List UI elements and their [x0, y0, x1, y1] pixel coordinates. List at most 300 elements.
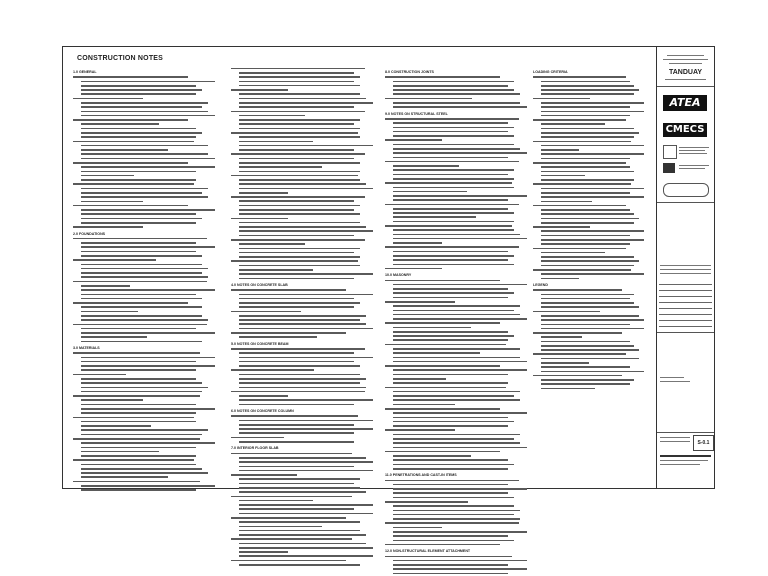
note-line	[231, 123, 381, 126]
note-line	[231, 140, 381, 143]
note-line	[533, 273, 651, 276]
note-line	[231, 106, 381, 109]
note-line	[533, 243, 651, 246]
note-line	[385, 377, 535, 380]
note-line	[231, 260, 381, 263]
note-line	[533, 140, 651, 143]
note-line	[533, 378, 651, 381]
note-line	[231, 131, 381, 134]
note-line	[533, 178, 651, 181]
note-line	[533, 110, 651, 113]
note-line	[73, 416, 223, 419]
note-line	[73, 93, 223, 96]
note-line	[231, 377, 381, 380]
note-line	[231, 364, 381, 367]
note-line	[385, 339, 535, 342]
note-line	[231, 277, 381, 280]
note-line	[533, 127, 651, 130]
note-line	[385, 164, 535, 167]
note-line	[385, 446, 535, 449]
note-line	[231, 423, 381, 426]
note-line	[385, 216, 535, 219]
note-line	[73, 208, 223, 211]
section-heading: 1.0 GENERAL	[73, 70, 97, 74]
note-line	[533, 157, 651, 160]
note-line	[533, 387, 651, 390]
note-line	[73, 412, 223, 415]
note-line	[73, 340, 223, 343]
note-line	[73, 301, 223, 304]
note-line	[73, 246, 223, 249]
note-line	[231, 93, 381, 96]
note-line	[385, 467, 535, 470]
note-line	[73, 336, 223, 339]
note-line	[533, 370, 651, 373]
note-line	[73, 373, 223, 376]
note-line	[231, 191, 381, 194]
note-line	[231, 369, 381, 372]
note-line	[231, 542, 381, 545]
note-line	[73, 161, 223, 164]
note-line	[385, 450, 535, 453]
note-line	[231, 200, 381, 203]
note-line	[385, 479, 535, 482]
note-line	[231, 559, 381, 562]
note-line	[533, 80, 651, 83]
note-line	[533, 301, 651, 304]
note-line	[533, 221, 651, 224]
note-line	[533, 144, 651, 147]
note-line	[533, 336, 651, 339]
note-line	[231, 76, 381, 79]
note-line	[533, 306, 651, 309]
note-line	[73, 441, 223, 444]
note-line	[385, 420, 535, 423]
note-line	[73, 153, 223, 156]
note-line	[73, 97, 223, 100]
note-line	[385, 181, 535, 184]
note-line	[231, 161, 381, 164]
note-line	[231, 80, 381, 83]
note-line	[533, 357, 651, 360]
note-line	[533, 191, 651, 194]
note-line	[385, 283, 535, 286]
note-line	[385, 190, 535, 193]
note-line	[533, 234, 651, 237]
section-heading: 11.0 PENETRATIONS AND CAST-IN ITEMS	[385, 473, 457, 478]
note-line	[533, 187, 651, 190]
note-line	[231, 525, 381, 528]
note-line	[385, 526, 535, 529]
note-line	[533, 153, 651, 156]
note-line	[385, 313, 535, 316]
note-line	[533, 88, 651, 91]
note-line	[73, 114, 223, 117]
note-line	[73, 200, 223, 203]
note-line	[533, 344, 651, 347]
note-line	[73, 467, 223, 470]
note-line	[231, 187, 381, 190]
note-line	[385, 492, 535, 495]
note-line	[73, 450, 223, 453]
note-line	[385, 117, 535, 120]
note-line	[385, 343, 535, 346]
note-line	[231, 508, 381, 511]
note-line	[231, 469, 381, 472]
note-line	[73, 271, 223, 274]
note-line	[533, 251, 651, 254]
section-heading: 3.0 MATERIALS	[73, 345, 100, 350]
section-heading: 12.0 NON-STRUCTURAL ELEMENT ATTACHMENT	[385, 549, 471, 554]
note-line	[231, 360, 381, 363]
note-line	[231, 491, 381, 494]
note-line	[231, 520, 381, 523]
note-line	[73, 213, 223, 216]
note-line	[73, 241, 223, 244]
note-line	[385, 287, 535, 290]
section-heading: 2.0 FOUNDATIONS	[73, 231, 106, 236]
note-line	[73, 463, 223, 466]
note-line	[231, 550, 381, 553]
section-heading: LEGEND	[533, 282, 548, 287]
note-line	[385, 496, 535, 499]
note-line	[231, 153, 381, 156]
note-line	[385, 237, 535, 240]
note-line	[533, 268, 651, 271]
note-line	[73, 369, 223, 372]
note-line	[385, 572, 535, 575]
note-line	[385, 382, 535, 385]
section-heading: LOADING CRITERIA	[533, 70, 568, 74]
note-line	[231, 255, 381, 258]
note-line	[231, 465, 381, 468]
note-line	[73, 454, 223, 457]
note-line	[385, 347, 535, 350]
note-line	[231, 486, 381, 489]
note-line	[73, 364, 223, 367]
note-line	[533, 131, 651, 134]
note-line	[231, 301, 381, 304]
note-line	[231, 327, 381, 330]
note-line	[73, 136, 223, 139]
note-line	[385, 309, 535, 312]
note-line	[231, 512, 381, 515]
note-line	[385, 292, 535, 295]
note-line	[385, 101, 535, 104]
note-line	[231, 71, 381, 74]
note-line	[231, 390, 381, 393]
note-line	[73, 131, 223, 134]
note-line	[533, 247, 651, 250]
note-line	[231, 399, 381, 402]
note-line	[385, 130, 535, 133]
note-line	[385, 147, 535, 150]
drawing-sheet	[62, 46, 715, 554]
note-line	[73, 318, 223, 321]
note-line	[385, 76, 535, 79]
note-line	[385, 433, 535, 436]
note-line	[231, 473, 381, 476]
note-line	[73, 267, 223, 270]
note-line	[385, 441, 535, 444]
note-line	[385, 459, 535, 462]
sheet-title: CONSTRUCTION NOTES	[77, 55, 164, 62]
note-line	[533, 161, 651, 164]
project-info-cell	[657, 47, 714, 87]
note-line	[73, 80, 223, 83]
note-line	[231, 440, 381, 443]
note-line	[73, 314, 223, 317]
note-line	[73, 166, 223, 169]
note-line	[533, 323, 651, 326]
note-line	[231, 356, 381, 359]
note-line	[385, 356, 535, 359]
note-line	[533, 383, 651, 386]
note-line	[385, 250, 535, 253]
notes-column-1	[73, 67, 223, 493]
note-line	[385, 563, 535, 566]
note-line	[231, 436, 381, 439]
note-line	[231, 264, 381, 267]
section-heading: 7.0 INTERIOR FLOOR SLAB	[231, 446, 279, 451]
firm-seal-icon	[663, 145, 677, 159]
note-line	[533, 374, 651, 377]
cmecs-logo: CMECS	[663, 123, 707, 137]
note-line	[533, 208, 651, 211]
note-line	[385, 394, 535, 397]
note-line	[385, 454, 535, 457]
description-cell	[657, 333, 714, 433]
note-line	[231, 386, 381, 389]
note-line	[385, 296, 535, 299]
note-line	[385, 267, 535, 270]
note-line	[533, 314, 651, 317]
note-line	[73, 254, 223, 257]
note-line	[231, 373, 381, 376]
note-line	[231, 170, 381, 173]
note-line	[73, 237, 223, 240]
note-line	[231, 415, 381, 418]
note-line	[231, 427, 381, 430]
section-heading: 6.0 NOTES ON CONCRETE COLUMN	[231, 409, 294, 413]
note-line	[533, 174, 651, 177]
note-line	[231, 499, 381, 502]
note-line	[231, 238, 381, 241]
note-line	[385, 93, 535, 96]
note-line	[533, 106, 651, 109]
note-line	[231, 318, 381, 321]
note-line	[231, 243, 381, 246]
note-line	[385, 220, 535, 223]
note-line	[385, 326, 535, 329]
note-line	[73, 356, 223, 359]
note-line	[231, 221, 381, 224]
note-line	[73, 195, 223, 198]
note-line	[385, 412, 535, 415]
note-line	[533, 200, 651, 203]
note-line	[533, 297, 651, 300]
note-line	[73, 433, 223, 436]
note-line	[385, 352, 535, 355]
note-line	[231, 88, 381, 91]
note-line	[73, 403, 223, 406]
note-line	[533, 293, 651, 296]
note-line	[231, 84, 381, 87]
note-line	[73, 360, 223, 363]
note-line	[73, 382, 223, 385]
note-line	[385, 241, 535, 244]
note-line	[73, 489, 223, 492]
note-line	[231, 183, 381, 186]
note-line	[385, 259, 535, 262]
note-line	[231, 336, 381, 339]
note-line	[231, 297, 381, 300]
note-line	[231, 323, 381, 326]
note-line	[231, 482, 381, 485]
note-line	[73, 110, 223, 113]
revisions-cell	[657, 203, 714, 333]
note-line	[385, 522, 535, 525]
note-line	[73, 221, 223, 224]
note-line	[385, 517, 535, 520]
note-line	[231, 110, 381, 113]
note-line	[533, 318, 651, 321]
note-line	[231, 67, 381, 70]
note-line	[73, 424, 223, 427]
note-line	[385, 186, 535, 189]
note-line	[231, 503, 381, 506]
note-line	[385, 177, 535, 180]
note-line	[231, 225, 381, 228]
note-line	[385, 143, 535, 146]
note-line	[73, 204, 223, 207]
note-line	[533, 348, 651, 351]
note-line	[231, 352, 381, 355]
note-line	[533, 255, 651, 258]
note-line	[73, 429, 223, 432]
note-line	[385, 539, 535, 542]
note-line	[533, 97, 651, 100]
note-line	[73, 407, 223, 410]
note-line	[231, 213, 381, 216]
note-line	[385, 568, 535, 571]
note-line	[231, 495, 381, 498]
note-line	[385, 509, 535, 512]
note-line	[533, 123, 651, 126]
note-line	[533, 230, 651, 233]
sheet-number: S-0.1	[693, 435, 714, 451]
revision-table	[659, 279, 712, 325]
note-line	[73, 437, 223, 440]
client-name: TANDUAY	[668, 69, 703, 76]
note-line	[231, 347, 381, 350]
note-line	[73, 327, 223, 330]
note-line	[385, 169, 535, 172]
note-line	[385, 304, 535, 307]
note-line	[385, 437, 535, 440]
note-line	[73, 280, 223, 283]
note-line	[231, 306, 381, 309]
note-line	[533, 310, 651, 313]
note-line	[231, 533, 381, 536]
note-line	[73, 293, 223, 296]
note-line	[73, 276, 223, 279]
note-line	[385, 246, 535, 249]
note-line	[231, 144, 381, 147]
note-line	[385, 530, 535, 533]
note-line	[385, 80, 535, 83]
note-line	[385, 134, 535, 137]
note-line	[231, 394, 381, 397]
note-line	[385, 424, 535, 427]
note-line	[385, 84, 535, 87]
note-line	[385, 233, 535, 236]
note-line	[385, 403, 535, 406]
note-line	[73, 140, 223, 143]
note-line	[231, 230, 381, 233]
note-line	[533, 166, 651, 169]
notes-column-3	[385, 67, 535, 576]
note-line	[73, 399, 223, 402]
note-line	[533, 331, 651, 334]
note-line	[231, 208, 381, 211]
note-line	[385, 500, 535, 503]
note-line	[73, 101, 223, 104]
note-line	[533, 148, 651, 151]
note-line	[231, 529, 381, 532]
section-heading: 5.0 NOTES ON CONCRETE BEAM	[231, 341, 289, 346]
note-line	[73, 127, 223, 130]
note-line	[385, 390, 535, 393]
note-line	[231, 136, 381, 139]
note-line	[385, 407, 535, 410]
note-line	[385, 97, 535, 100]
note-line	[385, 156, 535, 159]
note-line	[385, 559, 535, 562]
note-line	[73, 217, 223, 220]
note-line	[385, 369, 535, 372]
note-line	[73, 297, 223, 300]
note-line	[533, 366, 651, 369]
note-line	[385, 463, 535, 466]
section-heading: 9.0 NOTES ON STRUCTURAL STEEL	[385, 111, 448, 116]
note-line	[73, 250, 223, 253]
note-line	[231, 546, 381, 549]
note-line	[385, 152, 535, 155]
note-line	[73, 144, 223, 147]
note-line	[231, 461, 381, 464]
note-line	[231, 118, 381, 121]
note-line	[533, 217, 651, 220]
note-line	[73, 183, 223, 186]
note-line	[385, 334, 535, 337]
note-line	[231, 478, 381, 481]
note-line	[231, 247, 381, 250]
note-line	[385, 199, 535, 202]
note-line	[231, 314, 381, 317]
note-line	[73, 76, 223, 79]
note-line	[73, 157, 223, 160]
note-line	[533, 76, 651, 79]
note-line	[533, 277, 651, 280]
note-line	[73, 390, 223, 393]
note-line	[385, 173, 535, 176]
note-line	[231, 157, 381, 160]
note-line	[231, 217, 381, 220]
note-line	[231, 555, 381, 558]
note-line	[385, 399, 535, 402]
note-line	[385, 122, 535, 125]
